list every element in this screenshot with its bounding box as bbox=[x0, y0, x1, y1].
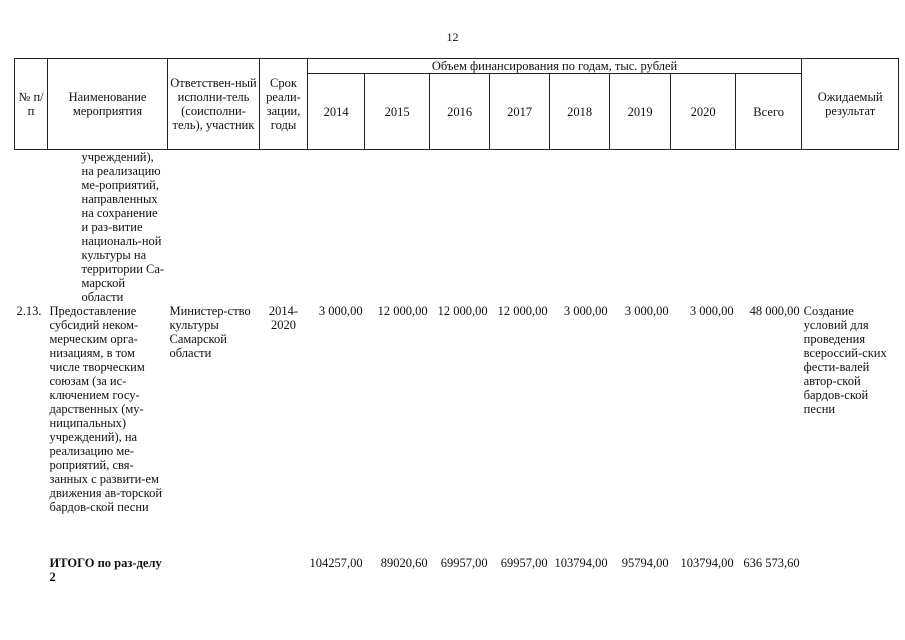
header-year: 2015 bbox=[365, 74, 430, 150]
total-value: 89020,60 bbox=[380, 556, 428, 570]
header-num: № п/п bbox=[15, 59, 48, 150]
total-value: 103794,00 bbox=[554, 556, 608, 570]
header-year: 2016 bbox=[430, 74, 490, 150]
header-term: Срок реали-зации, годы bbox=[260, 59, 308, 150]
header-year: 2019 bbox=[610, 74, 671, 150]
row-total: 48 000,00 bbox=[749, 304, 800, 318]
total-value: 69957,00 bbox=[500, 556, 548, 570]
header-year: 2014 bbox=[308, 74, 365, 150]
header-result: Ожидаемый результат bbox=[802, 59, 899, 150]
page-number: 12 bbox=[446, 30, 459, 44]
header-year: 2020 bbox=[671, 74, 736, 150]
total-label: ИТОГО по раз-делу 2 bbox=[49, 556, 162, 584]
row-value: 3 000,00 bbox=[318, 304, 363, 318]
header-year: 2018 bbox=[550, 74, 610, 150]
row-value: 12 000,00 bbox=[437, 304, 488, 318]
table-row-continuation bbox=[15, 150, 899, 305]
header-executor: Ответствен-ный исполни-тель (соисполни-тель), участник bbox=[168, 59, 260, 150]
row-value: 12 000,00 bbox=[377, 304, 428, 318]
total-value: 104257,00 bbox=[309, 556, 363, 570]
row-result: Создание условий для проведения всероссий-ских фести-валей автор-ской бардов-ской песни bbox=[803, 304, 887, 416]
total-value: 103794,00 bbox=[680, 556, 734, 570]
row-name: Предоставление субсидий неком-мерческим орга-низациям, в том числе творческим союзам (за ис-ключением госу-дарственных (му-ниципальных) учреждений), на реализацию ме-роприятий, свя-занных с развити-ем движения ав-торской бардов-ской песни bbox=[49, 304, 163, 514]
header-total: Всего bbox=[736, 74, 802, 150]
row-term: 2014-2020 bbox=[268, 304, 299, 332]
header-funding: Объем финансирования по годам, тыс. рублей bbox=[308, 59, 802, 74]
row-value: 3 000,00 bbox=[624, 304, 669, 318]
row-value: 3 000,00 bbox=[689, 304, 734, 318]
total-value: 69957,00 bbox=[440, 556, 488, 570]
table-row-total bbox=[15, 556, 899, 596]
row-value: 12 000,00 bbox=[497, 304, 548, 318]
header-name: Наименование мероприятия bbox=[48, 59, 168, 150]
row-executor: Министер-ство культуры Самарской области bbox=[169, 304, 251, 360]
row-value: 3 000,00 bbox=[563, 304, 608, 318]
total-value: 95794,00 bbox=[621, 556, 669, 570]
funding-table bbox=[14, 58, 899, 596]
row-num: 2.13. bbox=[16, 304, 42, 318]
table-row-2-13 bbox=[15, 304, 899, 556]
row-name: учреждений), на реализацию ме-роприятий, направленных на сохранение и раз-витие националь-ной культуры на территории Са-марской области bbox=[81, 150, 165, 304]
header-year: 2017 bbox=[490, 74, 550, 150]
total-sum: 636 573,60 bbox=[743, 556, 800, 570]
